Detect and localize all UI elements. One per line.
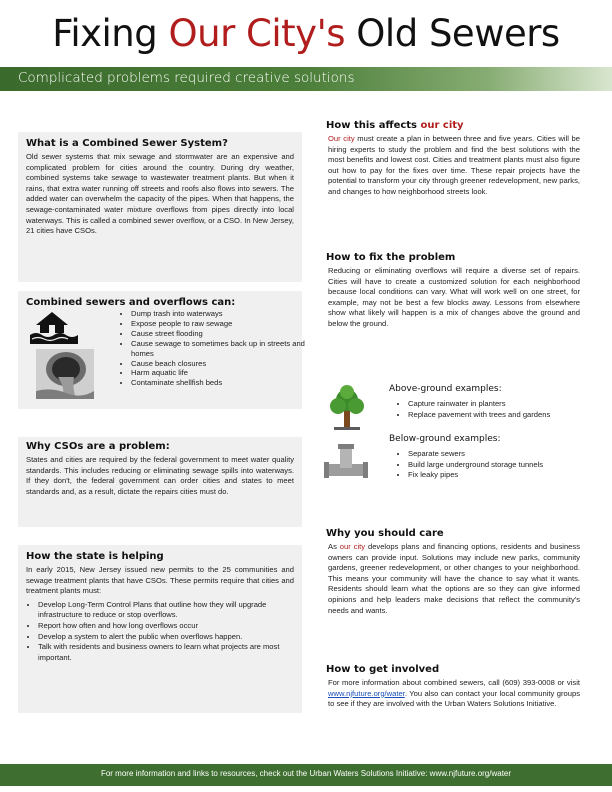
list-item: • Dump trash into waterways	[131, 309, 306, 319]
care-red: our city	[339, 542, 366, 551]
affects-body-text: must create a plan in between three and five years. Cities will be hiring experts to study the problem and find the best solutions with the most benefits and lowest cost. Cities and treatment plants must also figure out how to pay for the fixes over time. These repair projects have the potential to transform your city through greener redevelopment, new parks, and changes to how neighborhood streets look.	[328, 134, 580, 196]
subtitle: Complicated problems required creative solutions	[18, 70, 355, 86]
involved-body	[328, 678, 580, 710]
state-heading: How the state is helping	[26, 551, 164, 562]
section-care	[324, 528, 580, 616]
outfall-pipe-icon	[36, 349, 94, 399]
affects-body	[328, 134, 580, 198]
list-item: • Separate sewers	[408, 449, 593, 460]
panel-overflows	[18, 291, 305, 409]
njfuture-link[interactable]: www.njfuture.org/water	[328, 688, 405, 698]
cso-heading: What is a Combined Sewer System?	[26, 138, 228, 149]
involved-body-post: . You also can contact your local community groups to see if they are involved with the Urban Waters Solutions Initiative.	[328, 688, 580, 709]
above-heading: Above-ground examples:	[389, 384, 502, 394]
pipe-fitting-icon	[324, 442, 368, 486]
panel-why-problem	[18, 437, 302, 527]
tree-icon	[324, 384, 370, 430]
problem-body: States and cities are required by the federal government to meet water quality standards. This includes reducing or eliminating sewage spills into waterways. If they don't, the federal government can order cities and states to meet standards and, as a result, dictate the repairs cities must do.	[26, 455, 294, 496]
list-item: • Fix leaky pipes	[408, 470, 593, 481]
title-part2: Our City's	[168, 12, 346, 55]
footer-text: For more information and links to resources, check out the Urban Waters Solutions Initiative: www.njfuture.org/water	[100, 769, 512, 778]
title-part1: Fixing	[52, 12, 169, 55]
list-item: • Talk with residents and business owners to learn what projects are most important.	[38, 642, 294, 663]
care-pre: As	[328, 542, 340, 551]
fix-heading: How to fix the problem	[326, 252, 456, 263]
footer-bar	[0, 764, 612, 786]
list-item: • Expose people to raw sewage	[131, 319, 306, 329]
above-list	[396, 399, 593, 420]
care-heading: Why you should care	[326, 528, 444, 539]
affects-heading-text: How this affects	[326, 120, 421, 131]
overflows-heading: Combined sewers and overflows can:	[26, 297, 236, 308]
cso-body: Old sewer systems that mix sewage and stormwater are an expensive and complicated problem for cities around the country. During dry weather, combined systems take sewage to wastewater treatment plants. But when it rains, that extra water running off streets and roofs also flows into sewers. The added water can overwhelm the capacity of the pipes. When that happens, the sewage-contaminated water mixture overflows from pipes directly into local waterways. This is called a combined sewer overflow, or a CSO. In New Jersey, 21 cities have CSOs.	[26, 152, 294, 236]
list-item: • Develop Long-Term Control Plans that outline how they will upgrade infrastructure to reduce or stop overflows.	[38, 600, 294, 621]
section-fix	[324, 252, 580, 330]
list-item: • Replace pavement with trees and gardens	[408, 410, 593, 421]
house-flood-icon	[30, 309, 80, 344]
affects-heading	[326, 120, 580, 131]
care-body	[328, 542, 580, 616]
title-part3: Old Sewers	[345, 12, 560, 55]
section-involved	[324, 664, 580, 710]
care-body-text: develops plans and financing options, residents and business owners can provide input. Solutions may include new parks, community gardens, greener redevelopment, or other changes to your neighborhood. This means your community will have the chance to say what it wants. Residents should learn what the options are so they can give informed opinions and help leaders make decisions that reflect the community's needs and wants.	[328, 542, 580, 615]
overflows-list	[121, 309, 306, 388]
state-body: In early 2015, New Jersey issued new permits to the 25 communities and sewage treatment plants that have CSOs. These permits require that cities and treatment plants must:	[26, 565, 294, 596]
list-item: • Develop a system to alert the public when overflows happen.	[38, 632, 294, 643]
list-item: • Cause sewage to sometimes back up in streets and homes	[131, 339, 306, 359]
panel-state-helping	[18, 545, 302, 713]
list-item: • Cause street flooding	[131, 329, 306, 339]
affects-body-red: Our city	[328, 134, 355, 143]
below-heading: Below-ground examples:	[389, 434, 501, 444]
subtitle-bar	[0, 67, 612, 91]
list-item: • Report how often and how long overflows occur	[38, 621, 294, 632]
list-item: • Contaminate shellfish beds	[131, 378, 306, 388]
problem-heading: Why CSOs are a problem:	[26, 441, 170, 452]
involved-heading: How to get involved	[326, 664, 440, 675]
list-item: • Cause beach closures	[131, 359, 306, 369]
below-list	[396, 449, 593, 481]
state-list	[26, 600, 294, 664]
fix-body: Reducing or eliminating overflows will require a diverse set of repairs. Cities will have to create a customized solution for each neighborhood because local conditions can vary. What will work well on one street, for example, may not be best a few blocks away. Lessons from elsewhere show what likely will happen is a mix of changes above the ground and below the ground.	[328, 266, 580, 328]
page-title	[0, 12, 612, 55]
list-item: • Harm aquatic life	[131, 368, 306, 378]
affects-heading-red: our city	[420, 120, 464, 131]
involved-body-pre: For more information about combined sewers, call (609) 393-0008 or visit	[328, 678, 580, 687]
list-item: • Capture rainwater in planters	[408, 399, 593, 410]
section-affects	[324, 120, 580, 198]
panel-combined-sewer	[18, 132, 302, 282]
list-item: • Build large underground storage tunnels	[408, 460, 593, 471]
